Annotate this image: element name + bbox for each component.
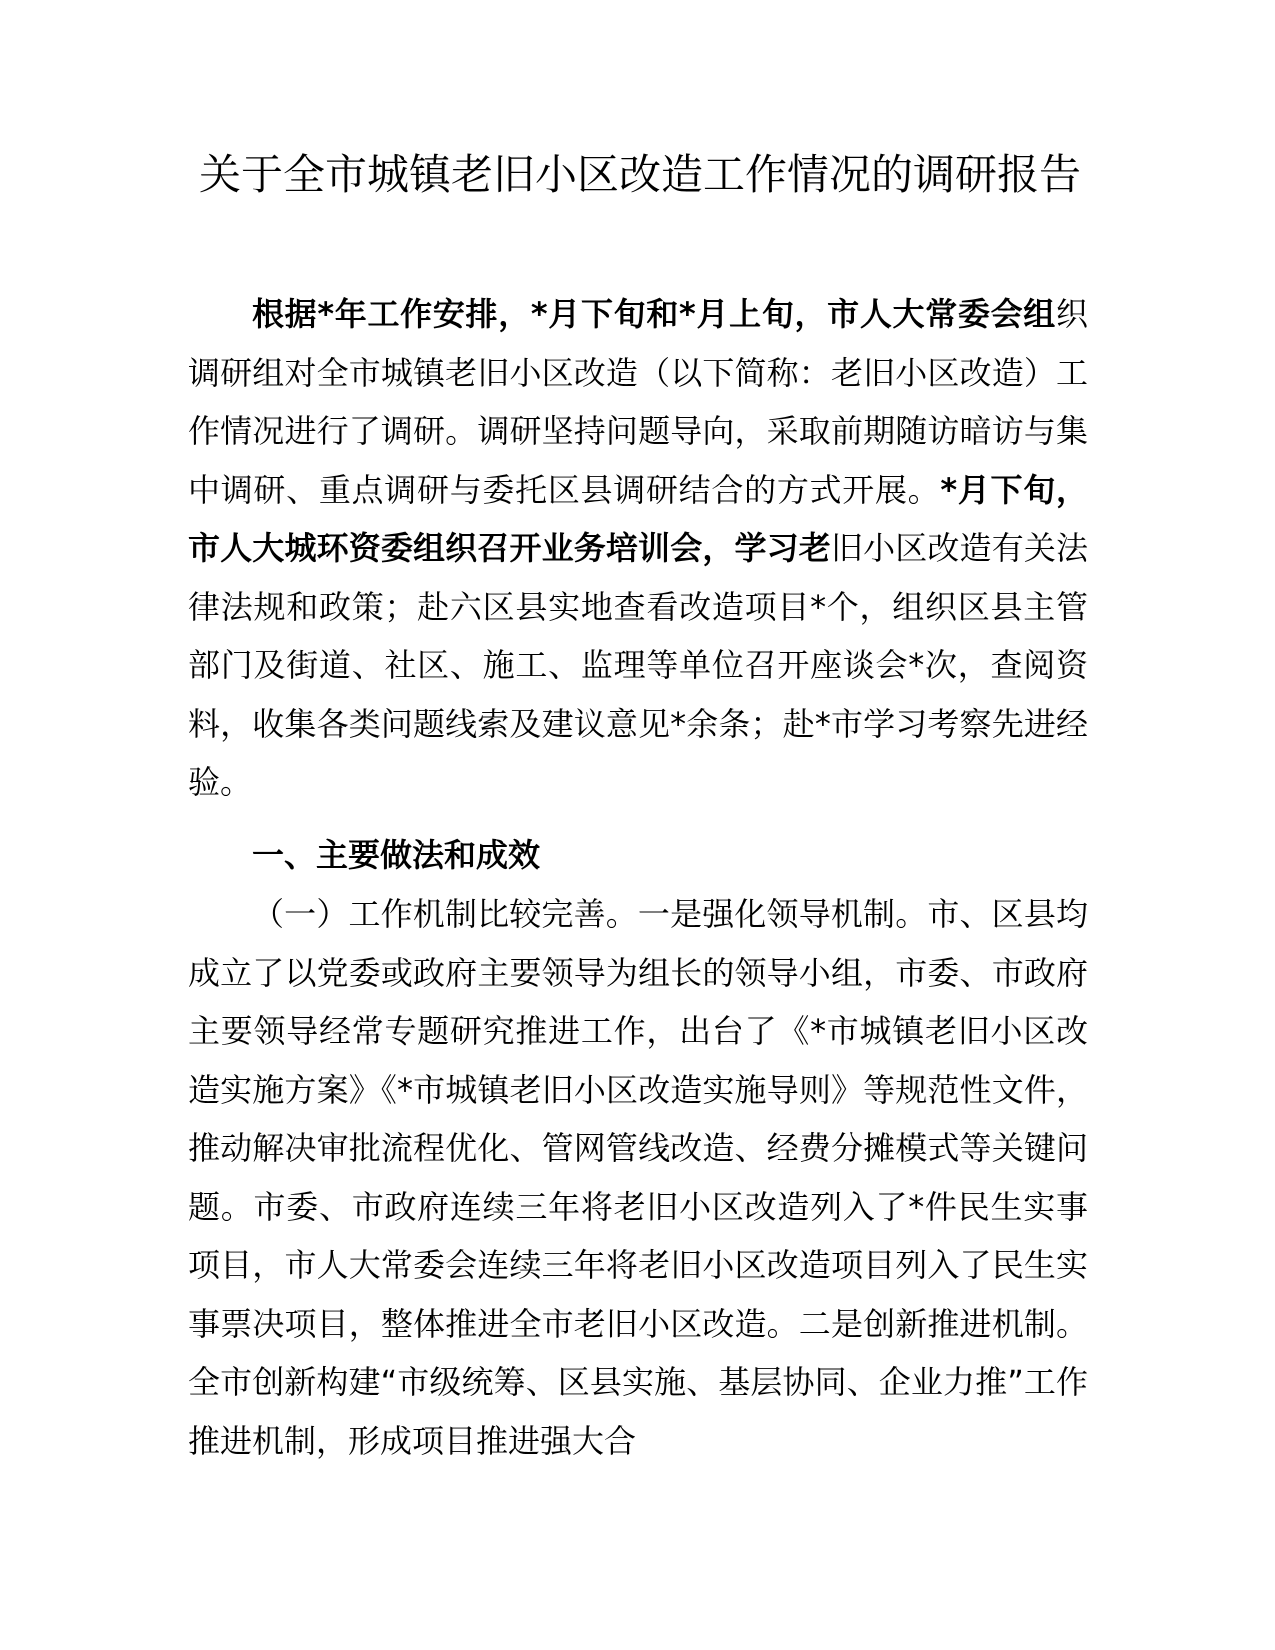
intro-text-bold-1: 根据*年工作安排，*月下旬和*月上旬，市人大常委会组 (252, 295, 1056, 333)
section-heading: 一、主要做法和成效 (252, 836, 541, 874)
intro-text-1: 织调研组对全市城镇老旧小区改造（以下简称：老旧小区改造）工作情况进行了调研。调研坚持问题导向，采取前期随访暗访与集中调研、重点调研与委托区县调研结合的方式开展。 (188, 295, 1088, 509)
intro-paragraph (188, 285, 1088, 812)
document-title: 关于全市城镇老旧小区改造工作情况的调研报告 (198, 150, 1081, 199)
section-paragraph: （一）工作机制比较完善。一是强化领导机制。市、区县均成立了以党委或政府主要领导为组长的领导小组，市委、市政府主要领导经常专题研究推进工作，出台了《*市城镇老旧小区改造实施方案》《*市城镇老旧小区改造实施导则》等规范性文件，推动解决审批流程优化、管网管线改造、经费分摊模式等关键问题。市委、市政府连续三年将老旧小区改造列入了*件民生实事项目，市人大常委会连续三年将老旧小区改造项目列入了民生实事票决项目，整体推进全市老旧小区改造。二是创新推进机制。全市创新构建“市级统筹、区县实施、基层协同、企业力推”工作推进机制，形成项目推进强大合 (188, 895, 1088, 1460)
intro-text-bold-2: *月下旬，市人大城环资委组织召开业务培训会，学习老 (188, 470, 1088, 567)
intro-text-2: 旧小区改造有关法律法规和政策；赴六区县实地查看改造项目*个，组织区县主管部门及街道、社区、施工、监理等单位召开座谈会*次，查阅资料，收集各类问题线索及建议意见*余条；赴*市学习考察先进经验。 (188, 529, 1088, 801)
